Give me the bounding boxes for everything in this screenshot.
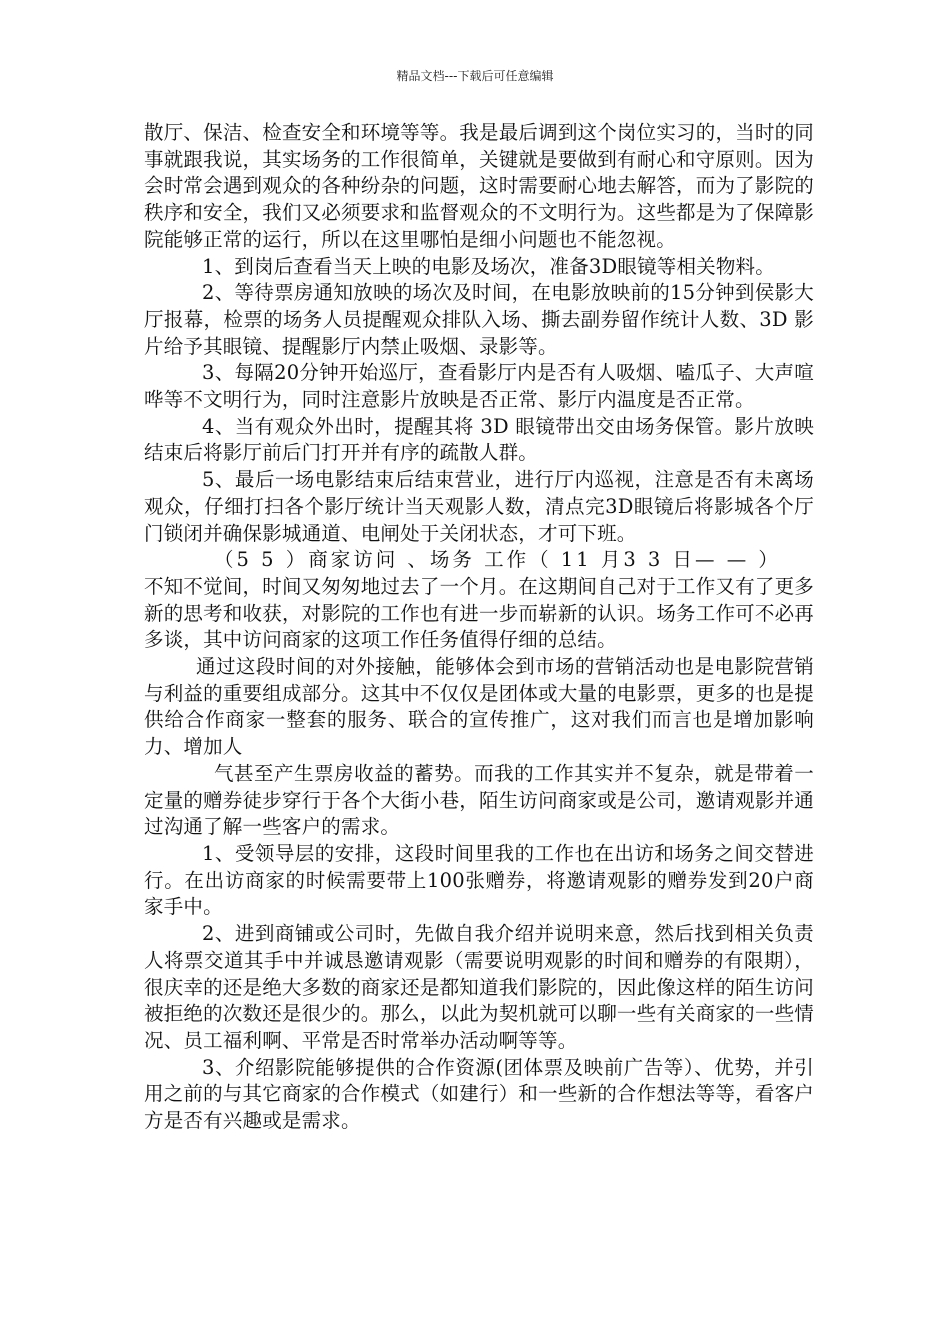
list-item: 3、每隔20分钟开始巡厅，查看影厅内是否有人吸烟、嗑瓜子、大声喧哗等不文明行为，同时注意影片放映是否正常、影厅内温度是否正常。 xyxy=(144,361,814,412)
list-item: 3、介绍影院能够提供的合作资源(团体票及映前广告等）、优势，并引用之前的与其它商家的合作模式（如建行）和一些新的合作想法等等，看客户方是否有兴趣或是需求。 xyxy=(144,1055,814,1133)
list-item: 1、到岗后查看当天上映的电影及场次，准备3D眼镜等相关物料。 xyxy=(202,254,775,278)
document-body xyxy=(144,120,814,1135)
list-item: 2、进到商铺或公司时，先做自我介绍并说明来意，然后找到相关负责人将票交道其手中并诚恳邀请观影（需要说明观影的时间和赠券的有限期），很庆幸的还是绝大多数的商家还是都知道我们影院的，因此像这样的陌生访问被拒绝的次数还是很少的。那么，以此为契机就可以聊一些有关商家的一些情况、员工福利啊、平常是否时常举办活动啊等等。 xyxy=(144,922,814,1052)
paragraph: 通过这段时间的对外接触，能够体会到市场的营销活动也是电影院营销与利益的重要组成部分。这其中不仅仅是团体或大量的电影票，更多的也是提供给合作商家一整套的服务、联合的宣传推广，这对我们而言也是增加影响力、增加人 xyxy=(144,655,814,759)
list-item: 4、当有观众外出时，提醒其将 3D 眼镜带出交由场务保管。影片放映结束后将影厅前后门打开并有序的疏散人群。 xyxy=(144,414,814,465)
list-item: 1、受领导层的安排，这段时间里我的工作也在出访和场务之间交替进行。在出访商家的时候需要带上100张赠券，将邀请观影的赠券发到20户商家手中。 xyxy=(144,841,814,919)
section-heading: （5 5 ）商家访问 、场务 工作（ 11 月3 3 日— — ） xyxy=(214,548,781,572)
paragraph: 气甚至产生票房收益的蓄势。而我的工作其实并不复杂，就是带着一定量的赠券徒步穿行于各个大街小巷，陌生访问商家或是公司，邀请观影并通过沟通了解一些客户的需求。 xyxy=(144,761,814,839)
paragraph-intro: 散厅、保洁、检查安全和环境等等。我是最后调到这个岗位实习的，当时的同事就跟我说，其实场务的工作很简单，关键就是要做到有耐心和守原则。因为会时常会遇到观众的各种纷杂的问题，这时需要耐心地去解答，而为了影院的秩序和安全，我们又必须要求和监督观众的不文明行为。这些都是为了保障影院能够正常的运行，所以在这里哪怕是细小问题也不能忽视。 xyxy=(144,121,814,251)
page-header: 精品文档---下载后可任意编辑 xyxy=(396,69,554,83)
paragraph: 不知不觉间，时间又匆匆地过去了一个月。在这期间自己对于工作又有了更多新的思考和收获，对影院的工作也有进一步而崭新的认识。场务工作可不必再多谈，其中访问商家的这项工作任务值得仔细的总结。 xyxy=(144,574,814,652)
list-item: 5、最后一场电影结束后结束营业，进行厅内巡视，注意是否有未离场观众，仔细打扫各个影厅统计当天观影人数，清点完3D眼镜后将影城各个厅门锁闭并确保影城通道、电闸处于关闭状态，才可下班。 xyxy=(144,468,814,545)
list-item: 2、等待票房通知放映的场次及时间，在电影放映前的15分钟到侯影大厅报幕，检票的场务人员提醒观众排队入场、撕去副券留作统计人数、3D 影片给予其眼镜、提醒影厅内禁止吸烟、录影等。 xyxy=(144,281,814,358)
